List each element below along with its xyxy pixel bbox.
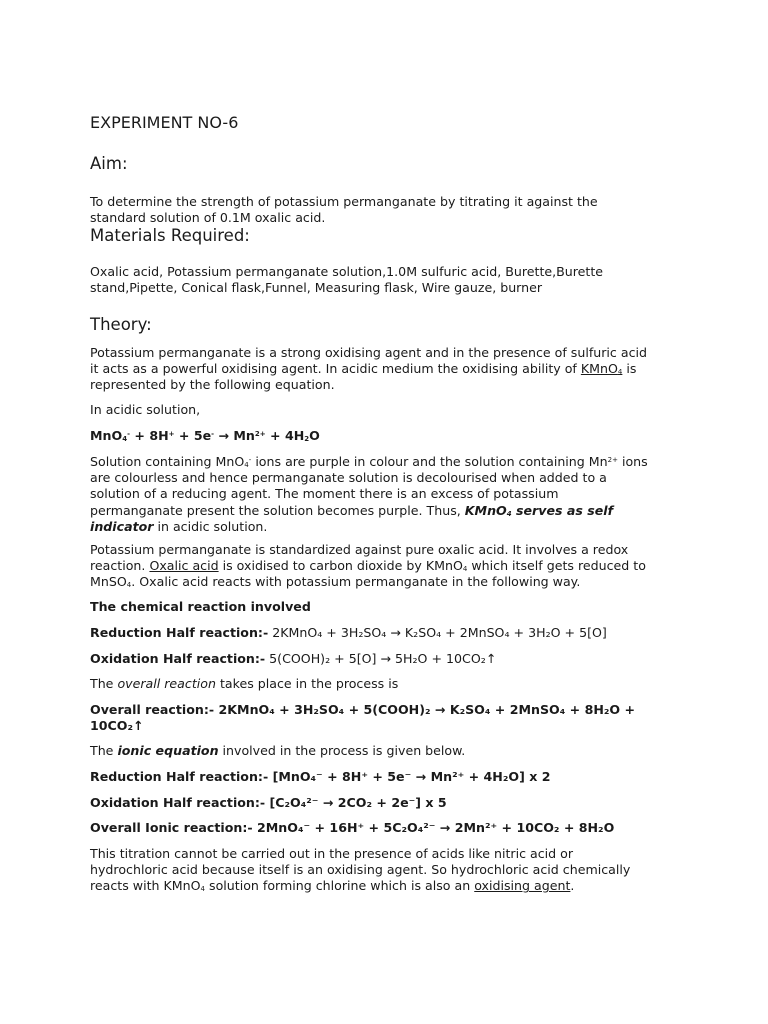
p2-l4-bi-sub: 4 <box>506 509 512 518</box>
theory-p1-line-2-text: it acts as a powerful oxidising agent. In acidic medium the oxidising ability of <box>90 361 577 377</box>
p2-l5-post: in acidic solution. <box>157 518 268 534</box>
oxidation-half-equation: 5(COOH)₂ + 5[O] → 5H₂O + 10CO₂↑ <box>269 651 497 666</box>
overall-equation-line-2: 10CO₂↑ <box>90 718 144 734</box>
eq1-d: → Mn <box>218 428 255 443</box>
eq1-e-sub: 2 <box>304 435 310 443</box>
p3-l2-post: which itself gets reduced to <box>471 558 646 574</box>
in-acidic-solution: In acidic solution, <box>90 402 201 417</box>
eq1-d-sup: 2+ <box>254 430 266 438</box>
theory-p2-line-1 <box>90 454 690 470</box>
theory-paragraph-1 <box>90 345 690 394</box>
ionic-equation-intro <box>90 743 690 759</box>
theory-p1-line-1: Potassium permanganate is a strong oxidising agent and in the presence of sulfuric acid <box>90 345 647 360</box>
overall-label: Overall reaction:- <box>90 702 215 717</box>
eq1-b-sup: + <box>168 430 175 438</box>
ionic-oxidation-equation: [C₂O₄²⁻ → 2CO₂ + 2e⁻] x 5 <box>269 795 447 810</box>
reduction-half-reaction <box>90 625 690 641</box>
ionic-reduction-equation: [MnO₄⁻ + 8H⁺ + 5e⁻ → Mn²⁺ + 4H₂O] x 2 <box>272 769 551 784</box>
ionic-intro-pre: The <box>90 743 114 758</box>
p2-l4-bi: KMnO <box>464 502 507 518</box>
p2-l1b-sup: 2+ <box>607 456 618 464</box>
theory-p3-line-2 <box>90 558 690 574</box>
eq1-a-sub: 4 <box>122 435 128 443</box>
theory-p4-line-1: This titration cannot be carried out in the presence of acids like nitric acid or <box>90 846 574 861</box>
overall-reaction-intro <box>90 676 690 692</box>
theory-p4-line-3 <box>90 878 690 894</box>
theory-p2-line-4 <box>90 503 690 519</box>
p3-l2-mid: is oxidised to carbon dioxide by KMnO <box>222 558 463 574</box>
overall-equation-line-1: 2KMnO₄ + 3H₂SO₄ + 5(COOH)₂ → K₂SO₄ + 2MnSO₄ + 8H₂O + <box>218 702 636 717</box>
overall-reaction <box>90 702 690 734</box>
theory-p2-line-5 <box>90 519 690 535</box>
materials-heading: Materials Required: <box>90 226 250 245</box>
experiment-title: EXPERIMENT NO-6 <box>90 113 239 132</box>
p2-l4-pre: permanganate present the solution becomes purple. Thus, <box>90 502 461 518</box>
theory-p1-line-2-end: is <box>626 361 637 377</box>
eq1-c-sup: - <box>211 430 215 438</box>
p4-l3-pre: reacts with KMnO <box>90 878 201 894</box>
chemical-reaction-heading: The chemical reaction involved <box>90 599 311 614</box>
overall-intro-pre: The <box>90 676 114 691</box>
materials-line-1: Oxalic acid, Potassium permanganate solution,1.0M sulfuric acid, Burette,Burette <box>90 264 604 279</box>
theory-heading: Theory: <box>90 315 152 334</box>
eq1-a-sup: - <box>127 430 130 438</box>
aim-line-1: To determine the strength of potassium permanganate by titrating it against the <box>90 194 598 209</box>
kmno4-link-sub: 4 <box>617 368 623 377</box>
p2-l1b: ions are purple in colour and the solution containing Mn <box>255 454 608 469</box>
kmno4-link-text: KMnO <box>580 361 618 377</box>
p3-l3b: . Oxalic acid reacts with potassium permanganate in the following way. <box>131 574 581 590</box>
ionic-intro-post: involved in the process is given below. <box>222 743 466 758</box>
kmno4-link[interactable] <box>581 361 623 376</box>
reduction-half-equation: 2KMnO₄ + 3H₂SO₄ → K₂SO₄ + 2MnSO₄ + 3H₂O + 5[O] <box>272 625 607 640</box>
p3-l2-sub: 4 <box>462 565 468 574</box>
oxidising-agent-link[interactable]: oxidising agent <box>474 878 571 894</box>
aim-text <box>90 194 690 226</box>
overall-ionic-reaction <box>90 820 690 836</box>
p3-l3a-sub: 4 <box>126 581 132 590</box>
materials-line-2: stand,Pipette, Conical flask,Funnel, Measuring flask, Wire gauze, burner <box>90 280 543 296</box>
theory-p3-line-1: Potassium permanganate is standardized against pure oxalic acid. It involves a redox <box>90 542 629 557</box>
p3-l2-pre: reaction. <box>90 558 146 574</box>
p2-l4-bi-post: serves as self <box>516 502 614 518</box>
reduction-half-label: Reduction Half reaction:- <box>90 625 269 640</box>
theory-paragraph-2 <box>90 454 690 535</box>
overall-reaction-line-1 <box>90 702 690 718</box>
eq1-e: + 4H <box>270 428 305 443</box>
theory-paragraph-4 <box>90 846 690 895</box>
p2-l1a-sub: 4 <box>244 461 249 469</box>
self-indicator-emphasis <box>465 503 613 518</box>
p2-l1c: ions <box>621 454 648 469</box>
equation-mno4-reduction <box>90 428 690 444</box>
theory-p2-line-2: are colourless and hence permanganate solution is decolourised when added to a <box>90 470 607 486</box>
overall-intro-post: takes place in the process is <box>219 676 399 691</box>
eq1-c: + 5e <box>178 428 212 443</box>
p2-l1a-sup: - <box>248 456 252 464</box>
oxidation-half-label: Oxidation Half reaction:- <box>90 651 266 666</box>
theory-p4-line-2: hydrochloric acid because itself is an oxidising agent. So hydrochloric acid chemically <box>90 862 631 878</box>
theory-p2-line-3: solution of a reducing agent. The moment there is an excess of potassium <box>90 486 559 502</box>
p2-l5-bi: indicator <box>90 518 154 534</box>
theory-paragraph-3 <box>90 542 690 591</box>
eq1-a: MnO <box>90 428 123 443</box>
theory-p1-line-3: represented by the following equation. <box>90 377 335 393</box>
overall-intro-italic: overall reaction <box>117 676 216 691</box>
p4-l3-post: . <box>570 878 575 894</box>
theory-p3-line-3 <box>90 574 690 590</box>
theory-p1-line-2 <box>90 361 690 377</box>
overall-ionic-label: Overall Ionic reaction:- <box>90 820 253 835</box>
ionic-oxidation-half <box>90 795 690 811</box>
aim-heading: Aim: <box>90 154 128 173</box>
ionic-oxidation-label: Oxidation Half reaction:- <box>90 795 266 810</box>
p2-l1a: Solution containing MnO <box>90 454 245 469</box>
ionic-reduction-half <box>90 769 690 785</box>
p3-l3a: MnSO <box>90 574 127 590</box>
p4-l3-mid: solution forming chlorine which is also an <box>209 878 471 894</box>
oxidation-half-reaction <box>90 651 690 667</box>
eq1-b: + 8H <box>134 428 169 443</box>
ionic-intro-emphasis: ionic equation <box>117 743 219 758</box>
aim-line-2: standard solution of 0.1M oxalic acid. <box>90 210 326 226</box>
overall-ionic-equation: 2MnO₄⁻ + 16H⁺ + 5C₂O₄²⁻ → 2Mn²⁺ + 10CO₂ + 8H₂O <box>256 820 615 835</box>
oxalic-acid-link[interactable]: Oxalic acid <box>149 558 219 574</box>
p4-l3-sub: 4 <box>200 885 206 894</box>
ionic-reduction-label: Reduction Half reaction:- <box>90 769 269 784</box>
materials-text <box>90 264 690 296</box>
eq1-f: O <box>309 428 320 443</box>
